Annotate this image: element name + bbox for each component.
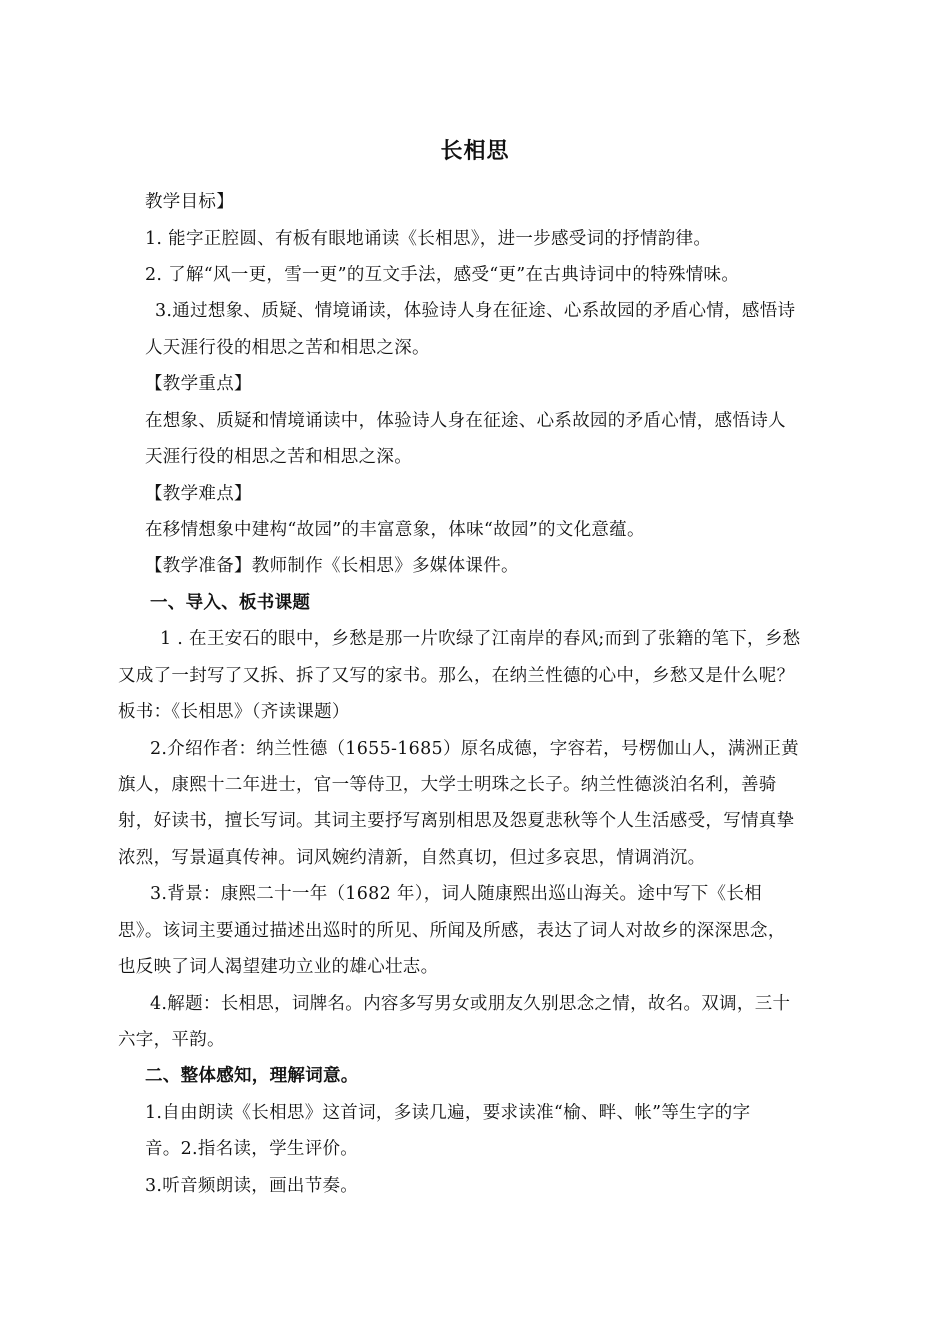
author-line-2: 旗人，康熙十二年进士，官一等侍卫，大学士明珠之长子。纳兰性德淡泊名利，善骑 (118, 775, 777, 795)
objective-3-line-1: 3.通过想象、质疑、情境诵读，体验诗人身在征途、心系故园的矛盾心情，感悟诗 (155, 301, 796, 321)
preparation-line: 【教学准备】教师制作《长相思》多媒体课件。 (145, 556, 519, 576)
difficulties-heading: 【教学难点】 (145, 484, 252, 504)
task-line-3: 3.听音频朗读，画出节奏。 (145, 1176, 359, 1196)
page-title: 长相思 (440, 139, 510, 164)
key-points-line-2: 天涯行役的相思之苦和相思之深。 (145, 447, 412, 467)
key-points-line-1: 在想象、质疑和情境诵读中，体验诗人身在征途、心系故园的矛盾心情，感悟诗人 (145, 411, 786, 431)
objective-1: 1. 能字正腔圆、有板有眼地诵读《长相思》，进一步感受词的抒情韵律。 (145, 229, 712, 249)
section-1-heading: 一、导入、板书课题 (150, 593, 311, 613)
objective-3-line-2: 人天涯行役的相思之苦和相思之深。 (145, 338, 430, 358)
intro-line-2: 又成了一封写了又拆、拆了又写的家书。那么，在纳兰性德的心中，乡愁又是什么呢？ (118, 666, 795, 686)
author-line-3: 射，好读书，擅长写词。其词主要抒写离别相思及怨夏悲秋等个人生活感受，写情真挚 (118, 811, 795, 831)
objective-2: 2. 了解“风一更，雪一更”的互文手法，感受“更”在古典诗词中的特殊情味。 (145, 265, 740, 285)
background-line-2: 思》。该词主要通过描述出巡时的所见、所闻及所感，表达了词人对故乡的深深思念， (118, 921, 786, 941)
section-2-heading: 二、整体感知，理解词意。 (145, 1066, 359, 1086)
title-explanation-line-1: 4.解题：长相思，词牌名。内容多写男女或朋友久别思念之情，故名。双调，三十 (150, 994, 791, 1014)
background-line-3: 也反映了词人渴望建功立业的雄心壮志。 (118, 957, 439, 977)
background-line-1: 3.背景：康熙二十一年（1682 年），词人随康熙出巡山海关。途中写下《长相 (150, 884, 762, 904)
key-points-heading: 【教学重点】 (145, 374, 252, 394)
blackboard-line: 板书：《长相思》（齐读课题） (118, 702, 350, 722)
task-line-2: 音。2.指名读，学生评价。 (145, 1139, 359, 1159)
author-line-1: 2.介绍作者：纳兰性德（1655-1685）原名成德，字容若，号楞伽山人，满洲正黄 (150, 739, 799, 759)
author-line-4: 浓烈，写景逼真传神。词风婉约清新，自然真切，但过多哀思，情调消沉。 (118, 848, 706, 868)
title-explanation-line-2: 六字，平韵。 (118, 1030, 225, 1050)
task-line-1: 1.自由朗读《长相思》这首词，多读几遍，要求读准“榆、畔、帐”等生字的字 (145, 1103, 751, 1123)
intro-line-1: 1 . 在王安石的眼中，乡愁是那一片吹绿了江南岸的春风;而到了张籍的笔下，乡愁 (160, 629, 801, 649)
objectives-heading: 教学目标】 (145, 192, 234, 212)
difficulties-line: 在移情想象中建构“故园”的丰富意象，体味“故园”的文化意蕴。 (145, 520, 645, 540)
